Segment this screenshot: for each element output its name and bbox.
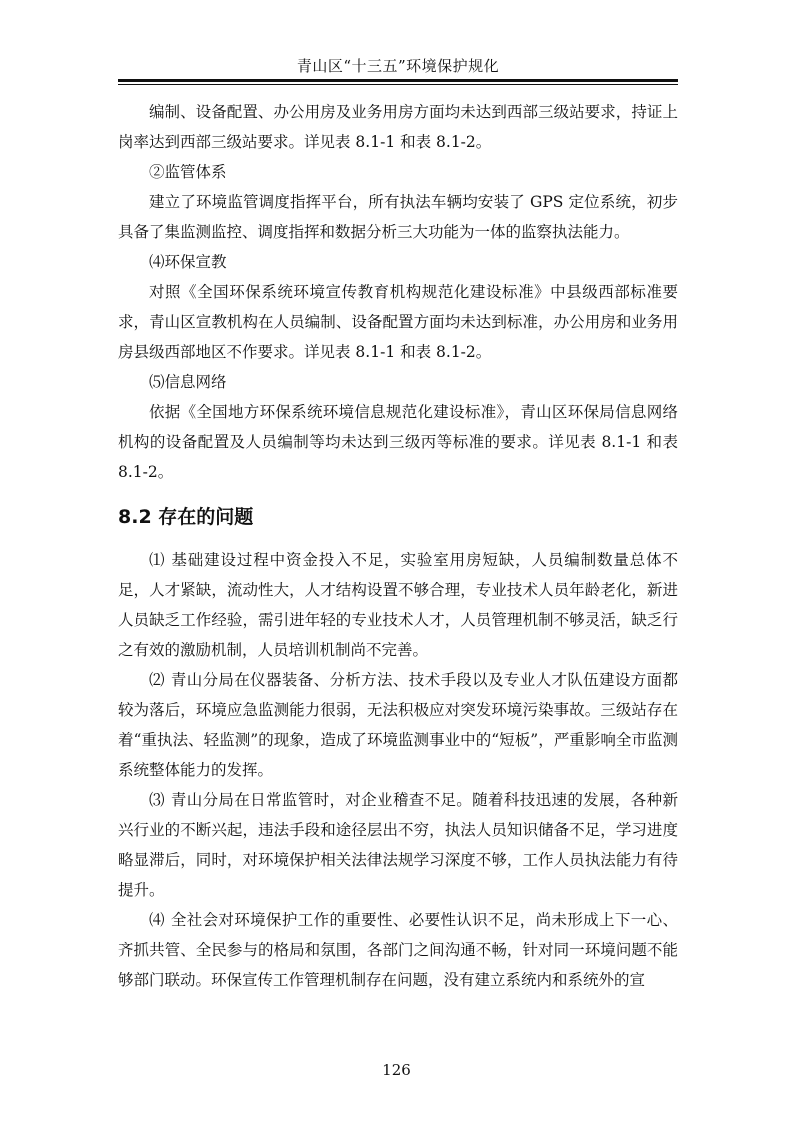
problem-text: 青山分局在日常监管时，对企业稽查不足。随着科技迅速的发展，各种新兴行业的不断兴起，违法手段和途径层出不穷，执法人员知识储备不足，学习进度略显滞后，同时，对环境保护相关法律法规学习深度不够，工作人员执法能力有待提升。	[118, 791, 678, 899]
paragraph-information: 依据《全国地方环保系统环境信息规范化建设标准》，青山区环保局信息网络机构的设备配置及人员编制等均未达到三级丙等标准的要求。详见表 8.1-1 和表 8.1-2。	[118, 403, 678, 481]
running-header: 青山区“十三五”环境保护规化	[296, 57, 500, 75]
page-number: 126	[382, 1061, 411, 1079]
problem-number: ⑷	[149, 911, 165, 929]
problem-number: ⑶	[149, 791, 165, 809]
subheading-supervision: ②监管体系	[149, 163, 227, 181]
problem-number: ⑵	[149, 671, 165, 689]
page-content	[118, 97, 678, 995]
paragraph-supervision: 建立了环境监管调度指挥平台，所有执法车辆均安装了 GPS 定位系统，初步具备了集监测监控、调度指挥和数据分析三大功能为一体的监察执法能力。	[118, 193, 678, 241]
problem-text: 青山分局在仪器装备、分析方法、技术手段以及专业人才队伍建设方面都较为落后，环境应急监测能力很弱，无法积极应对突发环境污染事故。三级站存在着“重执法、轻监测”的现象，造成了环境监测事业中的“短板”，严重影响全市监测系统整体能力的发挥。	[118, 671, 678, 779]
problem-item	[118, 665, 678, 785]
problem-text: 基础建设过程中资金投入不足，实验室用房短缺，人员编制数量总体不足，人才紧缺，流动性大，人才结构设置不够合理，专业技术人员年龄老化，新进人员缺乏工作经验，需引进年轻的专业技术人才，人员管理机制不够灵活，缺乏行之有效的激励机制，人员培训机制尚不完善。	[118, 551, 678, 659]
header-rule-thin	[118, 84, 678, 85]
problem-item	[118, 785, 678, 905]
problem-number: ⑴	[149, 551, 166, 569]
problem-text: 全社会对环境保护工作的重要性、必要性认识不足，尚未形成上下一心、齐抓共管、全民参与的格局和氛围，各部门之间沟通不畅，针对同一环境问题不能够部门联动。环保宣传工作管理机制存在问题，没有建立系统内和系统外的宣	[118, 911, 678, 989]
paragraph-staffing: 编制、设备配置、办公用房及业务用房方面均未达到西部三级站要求，持证上岗率达到西部三级站要求。详见表 8.1-1 和表 8.1-2。	[118, 103, 678, 151]
problem-item	[118, 545, 678, 665]
problem-item	[118, 905, 678, 995]
paragraph-education: 对照《全国环保系统环境宣传教育机构规范化建设标准》中县级西部标准要求，青山区宣教机构在人员编制、设备配置方面均未达到标准，办公用房和业务用房县级西部地区不作要求。详见表 8.1-1 和表 8.1-2。	[118, 283, 678, 361]
subheading-education: ⑷环保宣教	[149, 253, 227, 271]
section-heading: 8.2 存在的问题	[118, 506, 254, 528]
header-rule-thick	[118, 79, 678, 82]
subheading-information: ⑸信息网络	[149, 373, 227, 391]
